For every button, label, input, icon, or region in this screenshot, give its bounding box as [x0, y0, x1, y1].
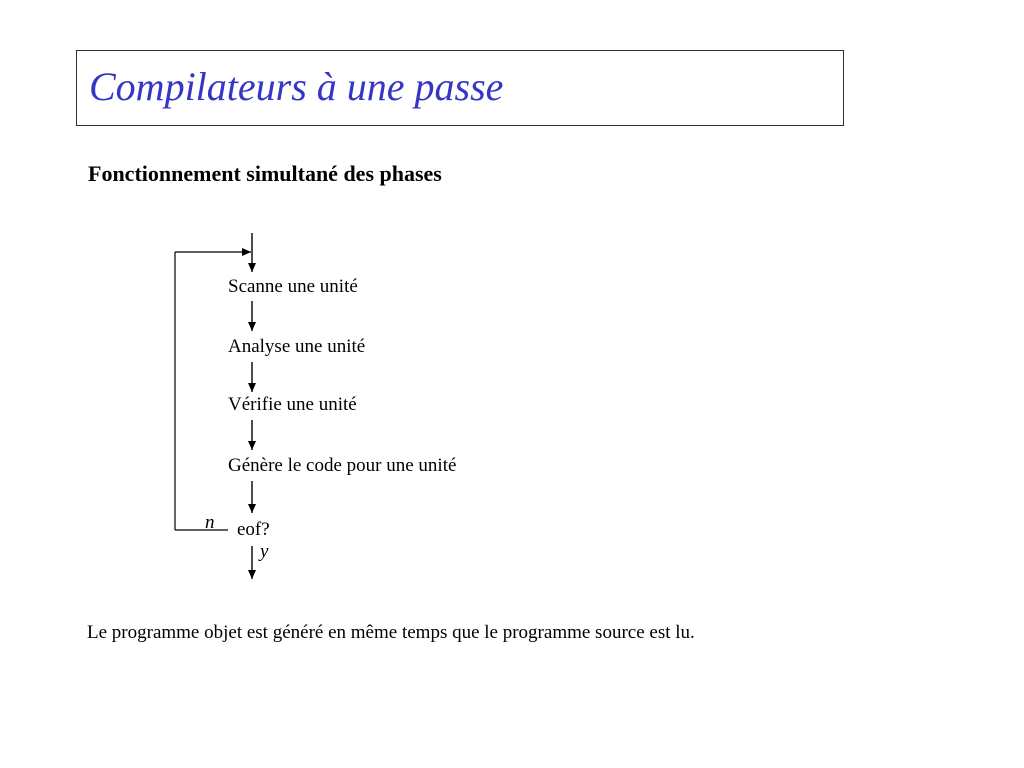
step-generate: Génère le code pour une unité	[228, 455, 457, 476]
step-analyse: Analyse une unité	[228, 336, 366, 357]
label-yes: y	[260, 541, 269, 562]
slide-subtitle: Fonctionnement simultané des phases	[88, 161, 442, 186]
step-verify: Vérifie une unité	[228, 394, 357, 415]
step-scan: Scanne une unité	[228, 276, 358, 297]
slide-footer: Le programme objet est généré en même temps que le programme source est lu.	[87, 622, 695, 643]
label-no: n	[205, 512, 215, 533]
decision-eof: eof?	[237, 519, 270, 540]
slide-title: Compilateurs à une passe	[89, 64, 504, 109]
